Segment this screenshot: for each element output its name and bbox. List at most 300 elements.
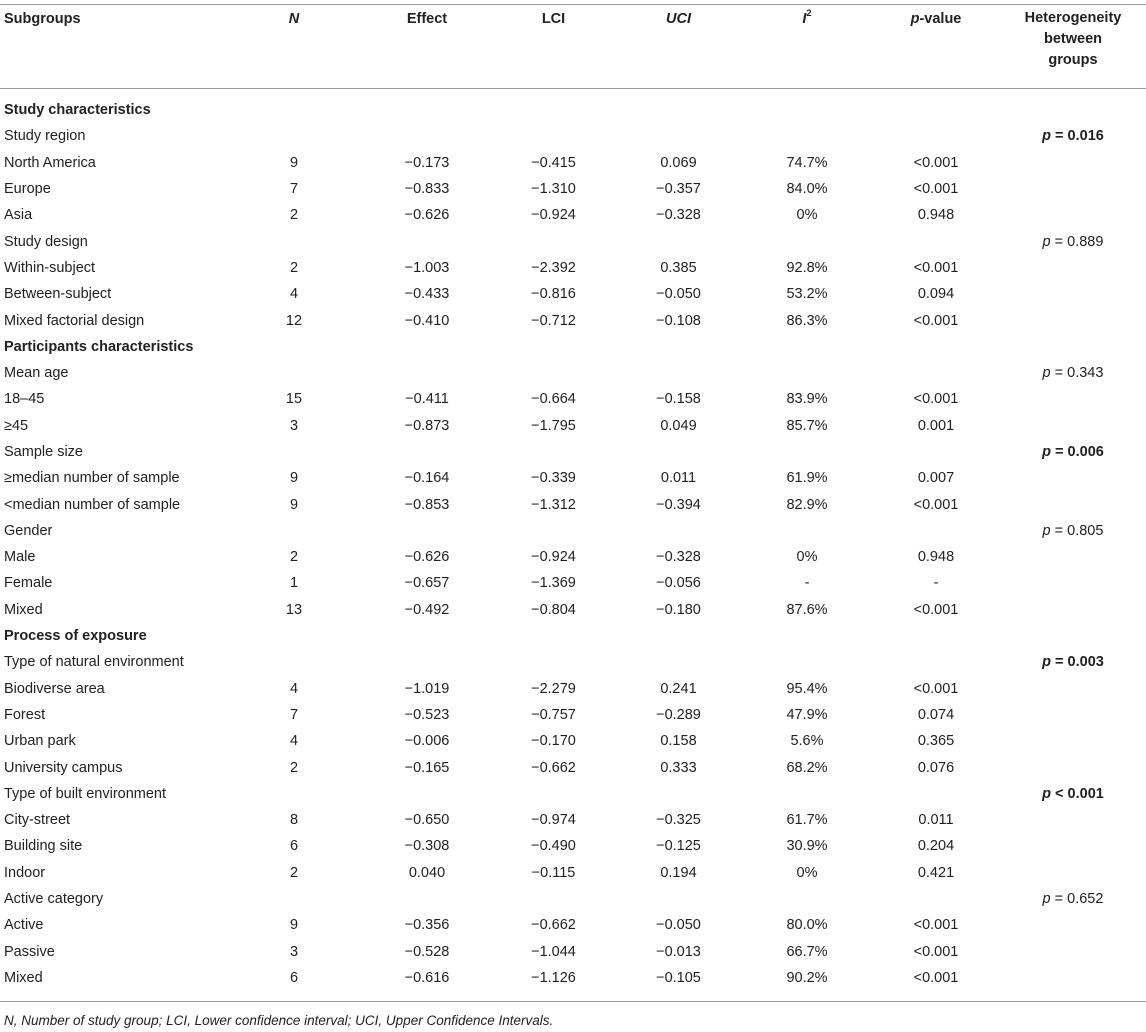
cell-effect bbox=[362, 334, 492, 360]
cell-n: 2 bbox=[289, 549, 299, 566]
cell-n: 13 bbox=[285, 601, 303, 618]
cell-n: 9 bbox=[289, 470, 299, 487]
cell-heterogeneity: p = 0.652 bbox=[1042, 891, 1104, 908]
cell-heterogeneity bbox=[1000, 255, 1146, 281]
cell-uci: 0.011 bbox=[660, 470, 697, 487]
header-n: N bbox=[288, 11, 300, 27]
cell-n: 2 bbox=[289, 259, 299, 276]
cell-lci: −0.662 bbox=[531, 917, 576, 934]
cell-effect bbox=[362, 439, 492, 465]
cell-subgroup: Type of built environment bbox=[4, 785, 167, 802]
cell-lci: −0.490 bbox=[531, 838, 576, 855]
cell-n: 12 bbox=[285, 312, 303, 329]
cell-subgroup: Study characteristics bbox=[4, 102, 151, 119]
cell-n: 9 bbox=[289, 917, 299, 934]
cell-heterogeneity bbox=[1000, 860, 1146, 886]
cell-p-value bbox=[872, 360, 1000, 386]
cell-subgroup: ≥median number of sample bbox=[4, 470, 180, 487]
cell-uci: −0.050 bbox=[656, 286, 701, 303]
table-body bbox=[0, 97, 1146, 991]
cell-p-value: <0.001 bbox=[913, 312, 959, 329]
cell-n: 4 bbox=[289, 286, 299, 303]
cell-subgroup: Female bbox=[4, 575, 53, 592]
cell-subgroup: Process of exposure bbox=[4, 628, 147, 645]
cell-uci bbox=[615, 439, 742, 465]
cell-effect: −0.833 bbox=[404, 181, 450, 198]
cell-p-value bbox=[872, 649, 1000, 675]
cell-effect: −0.873 bbox=[404, 417, 450, 434]
cell-p-value: <0.001 bbox=[913, 496, 959, 513]
cell-heterogeneity bbox=[1000, 413, 1146, 439]
cell-n bbox=[232, 518, 362, 544]
table-row bbox=[0, 860, 1146, 886]
cell-uci: −0.180 bbox=[656, 601, 701, 618]
cell-lci bbox=[492, 518, 615, 544]
cell-effect bbox=[362, 649, 492, 675]
cell-lci: −0.170 bbox=[531, 733, 576, 750]
cell-subgroup: Active category bbox=[4, 891, 104, 908]
cell-uci: 0.194 bbox=[660, 864, 697, 881]
header-rule bbox=[0, 88, 1146, 89]
cell-lci bbox=[492, 360, 615, 386]
cell-heterogeneity bbox=[1000, 202, 1146, 228]
cell-i-squared: 92.8% bbox=[786, 259, 828, 276]
cell-effect: −0.528 bbox=[404, 943, 450, 960]
cell-uci bbox=[615, 886, 742, 912]
cell-p-value: 0.001 bbox=[917, 417, 955, 434]
cell-p-value: 0.011 bbox=[918, 812, 954, 829]
cell-heterogeneity: p = 0.003 bbox=[1042, 654, 1104, 671]
cell-lci bbox=[492, 886, 615, 912]
cell-uci: 0.333 bbox=[660, 759, 697, 776]
group-row bbox=[0, 228, 1146, 254]
cell-subgroup: Urban park bbox=[4, 733, 76, 750]
cell-heterogeneity bbox=[1000, 939, 1146, 965]
cell-p-value: 0.948 bbox=[917, 207, 955, 224]
cell-subgroup: Europe bbox=[4, 181, 51, 198]
cell-heterogeneity: p = 0.016 bbox=[1042, 128, 1104, 145]
cell-effect bbox=[362, 97, 492, 123]
cell-p-value: 0.007 bbox=[917, 470, 955, 487]
cell-lci: −0.924 bbox=[531, 207, 576, 224]
cell-heterogeneity bbox=[1000, 702, 1146, 728]
table-row bbox=[0, 413, 1146, 439]
cell-lci: −0.664 bbox=[531, 391, 576, 408]
table-row bbox=[0, 255, 1146, 281]
cell-uci: −0.357 bbox=[656, 181, 701, 198]
cell-effect: −0.411 bbox=[405, 391, 449, 408]
cell-effect: −0.616 bbox=[404, 969, 450, 986]
cell-lci: −0.662 bbox=[531, 759, 576, 776]
table-row bbox=[0, 570, 1146, 596]
cell-uci: −0.105 bbox=[656, 969, 701, 986]
cell-subgroup: Gender bbox=[4, 522, 53, 539]
cell-p-value: - bbox=[933, 575, 939, 592]
cell-p-value: <0.001 bbox=[913, 154, 959, 171]
header-heterogeneity: Heterogeneity between groups bbox=[1024, 10, 1122, 68]
cell-i-squared: 61.9% bbox=[786, 470, 828, 487]
cell-heterogeneity bbox=[1000, 97, 1146, 123]
cell-uci bbox=[615, 334, 742, 360]
cell-lci: −0.816 bbox=[531, 286, 576, 303]
cell-subgroup: Mixed bbox=[4, 969, 43, 986]
cell-uci bbox=[615, 649, 742, 675]
cell-i-squared: 68.2% bbox=[786, 759, 828, 776]
cell-n: 1 bbox=[289, 575, 299, 592]
cell-uci bbox=[615, 518, 742, 544]
cell-lci bbox=[492, 228, 615, 254]
cell-n: 8 bbox=[289, 812, 299, 829]
cell-heterogeneity bbox=[1000, 150, 1146, 176]
cell-n: 7 bbox=[289, 706, 299, 723]
cell-uci bbox=[615, 623, 742, 649]
cell-n: 2 bbox=[289, 864, 299, 881]
cell-uci: 0.069 bbox=[660, 154, 697, 171]
table-footnote: N, Number of study group; LCI, Lower confidence interval; UCI, Upper Confidence Intervals. bbox=[4, 1013, 554, 1028]
cell-p-value bbox=[872, 334, 1000, 360]
cell-effect bbox=[362, 623, 492, 649]
cell-heterogeneity: p = 0.006 bbox=[1042, 444, 1104, 460]
cell-i-squared: 82.9% bbox=[786, 496, 828, 513]
cell-lci: −1.369 bbox=[531, 575, 576, 592]
cell-effect: −0.164 bbox=[404, 470, 450, 487]
header-effect: Effect bbox=[406, 11, 448, 27]
cell-subgroup: Building site bbox=[4, 838, 83, 855]
cell-i-squared bbox=[742, 649, 872, 675]
cell-p-value bbox=[872, 123, 1000, 149]
cell-heterogeneity bbox=[1000, 281, 1146, 307]
section-row bbox=[0, 623, 1146, 649]
table-header bbox=[0, 8, 1146, 71]
table-row bbox=[0, 807, 1146, 833]
cell-subgroup: Biodiverse area bbox=[4, 680, 105, 697]
cell-lci: −0.924 bbox=[531, 549, 576, 566]
cell-lci bbox=[492, 123, 615, 149]
cell-heterogeneity bbox=[1000, 965, 1146, 991]
cell-n: 2 bbox=[289, 207, 299, 224]
table-row bbox=[0, 491, 1146, 517]
cell-i-squared: 61.7% bbox=[786, 812, 828, 829]
cell-n bbox=[232, 334, 362, 360]
cell-heterogeneity bbox=[1000, 307, 1146, 333]
cell-subgroup: Asia bbox=[4, 207, 33, 224]
group-row bbox=[0, 886, 1146, 912]
cell-uci: −0.328 bbox=[656, 207, 701, 224]
cell-uci bbox=[615, 123, 742, 149]
cell-subgroup: Sample size bbox=[4, 444, 83, 460]
table-row bbox=[0, 833, 1146, 859]
cell-i-squared: 5.6% bbox=[790, 733, 824, 750]
header-p-value: p-value bbox=[910, 11, 962, 27]
cell-effect: −0.626 bbox=[404, 207, 450, 224]
cell-i-squared: 86.3% bbox=[786, 312, 828, 329]
table-row bbox=[0, 307, 1146, 333]
cell-i-squared bbox=[742, 623, 872, 649]
cell-heterogeneity bbox=[1000, 623, 1146, 649]
cell-lci: −0.974 bbox=[531, 812, 576, 829]
cell-effect: 0.040 bbox=[408, 864, 446, 881]
cell-subgroup: Study region bbox=[4, 128, 86, 145]
cell-i-squared bbox=[742, 360, 872, 386]
cell-heterogeneity bbox=[1000, 570, 1146, 596]
cell-n bbox=[232, 623, 362, 649]
cell-uci: 0.158 bbox=[660, 733, 697, 750]
cell-n bbox=[232, 360, 362, 386]
cell-effect: −0.165 bbox=[404, 759, 450, 776]
cell-subgroup: Participants characteristics bbox=[4, 338, 194, 355]
cell-i-squared: 74.7% bbox=[786, 154, 828, 171]
cell-heterogeneity bbox=[1000, 807, 1146, 833]
cell-effect: −0.410 bbox=[404, 312, 450, 329]
cell-lci bbox=[492, 97, 615, 123]
cell-effect bbox=[362, 518, 492, 544]
cell-lci bbox=[492, 649, 615, 675]
cell-uci bbox=[615, 781, 742, 807]
cell-lci: −1.795 bbox=[531, 417, 576, 434]
cell-i-squared: 0% bbox=[796, 207, 818, 224]
cell-subgroup: Male bbox=[4, 549, 36, 566]
cell-effect: −0.523 bbox=[404, 706, 450, 723]
cell-n: 4 bbox=[289, 680, 299, 697]
cell-effect bbox=[362, 360, 492, 386]
cell-uci bbox=[615, 228, 742, 254]
group-row bbox=[0, 123, 1146, 149]
cell-p-value bbox=[872, 781, 1000, 807]
group-row bbox=[0, 781, 1146, 807]
table-row bbox=[0, 202, 1146, 228]
cell-subgroup: Mean age bbox=[4, 365, 69, 382]
table-row bbox=[0, 676, 1146, 702]
cell-subgroup: Active bbox=[4, 917, 44, 934]
cell-heterogeneity: p = 0.805 bbox=[1042, 522, 1104, 539]
cell-i-squared: 83.9% bbox=[786, 391, 828, 408]
cell-effect bbox=[362, 886, 492, 912]
header-uci: UCI bbox=[666, 11, 691, 27]
cell-i-squared bbox=[742, 439, 872, 465]
group-row bbox=[0, 518, 1146, 544]
cell-heterogeneity bbox=[1000, 491, 1146, 517]
cell-heterogeneity bbox=[1000, 833, 1146, 859]
cell-lci: −1.126 bbox=[531, 969, 576, 986]
cell-uci: −0.328 bbox=[656, 549, 701, 566]
cell-effect: −0.626 bbox=[404, 549, 450, 566]
cell-subgroup: University campus bbox=[4, 759, 123, 776]
cell-n bbox=[232, 649, 362, 675]
cell-subgroup: Within-subject bbox=[4, 259, 96, 276]
cell-uci: −0.158 bbox=[656, 391, 701, 408]
cell-heterogeneity: p = 0.343 bbox=[1042, 365, 1104, 382]
cell-i-squared: 90.2% bbox=[786, 969, 828, 986]
table-row bbox=[0, 176, 1146, 202]
cell-uci: −0.325 bbox=[656, 812, 701, 829]
cell-i-squared bbox=[742, 97, 872, 123]
cell-p-value: <0.001 bbox=[913, 943, 959, 960]
cell-uci: −0.056 bbox=[656, 575, 701, 592]
table-row bbox=[0, 754, 1146, 780]
cell-p-value: 0.365 bbox=[917, 733, 955, 750]
cell-i-squared: 30.9% bbox=[786, 838, 828, 855]
cell-subgroup: ≥45 bbox=[4, 417, 29, 434]
cell-lci bbox=[492, 623, 615, 649]
cell-i-squared bbox=[742, 886, 872, 912]
cell-uci: −0.289 bbox=[656, 706, 701, 723]
cell-p-value: <0.001 bbox=[913, 259, 959, 276]
cell-lci: −0.804 bbox=[531, 601, 576, 618]
header-lci: LCI bbox=[541, 11, 566, 27]
cell-subgroup: North America bbox=[4, 154, 96, 171]
cell-effect: −1.019 bbox=[404, 680, 450, 697]
cell-subgroup: City-street bbox=[4, 812, 71, 829]
cell-p-value bbox=[872, 97, 1000, 123]
cell-subgroup: Mixed factorial design bbox=[4, 312, 145, 329]
cell-uci: 0.241 bbox=[660, 680, 697, 697]
cell-heterogeneity bbox=[1000, 334, 1146, 360]
cell-effect bbox=[362, 781, 492, 807]
cell-heterogeneity bbox=[1000, 176, 1146, 202]
cell-uci: 0.385 bbox=[660, 259, 697, 276]
cell-lci: −0.339 bbox=[531, 470, 576, 487]
cell-lci: −2.279 bbox=[531, 680, 576, 697]
cell-p-value: 0.204 bbox=[917, 838, 955, 855]
cell-i-squared: 87.6% bbox=[786, 601, 828, 618]
cell-i-squared: 84.0% bbox=[786, 181, 828, 198]
cell-uci: −0.108 bbox=[656, 312, 701, 329]
cell-uci: −0.013 bbox=[656, 943, 701, 960]
cell-n: 3 bbox=[289, 943, 299, 960]
header-i-squared: $I^2$ bbox=[802, 8, 812, 27]
cell-lci: −0.415 bbox=[531, 154, 576, 171]
cell-p-value: 0.421 bbox=[917, 864, 955, 881]
cell-n bbox=[232, 123, 362, 149]
cell-subgroup: Forest bbox=[4, 706, 46, 723]
cell-i-squared: 0% bbox=[796, 549, 818, 566]
cell-p-value: <0.001 bbox=[913, 917, 959, 934]
cell-p-value: <0.001 bbox=[913, 391, 959, 408]
header-subgroups: Subgroups bbox=[4, 11, 81, 27]
cell-i-squared: - bbox=[804, 575, 810, 592]
cell-n: 9 bbox=[289, 496, 299, 513]
cell-effect: −0.492 bbox=[404, 601, 450, 618]
table-row bbox=[0, 702, 1146, 728]
cell-n bbox=[232, 781, 362, 807]
cell-n: 4 bbox=[289, 733, 299, 750]
cell-uci: −0.050 bbox=[656, 917, 701, 934]
cell-p-value: 0.074 bbox=[917, 706, 955, 723]
cell-effect: −0.853 bbox=[404, 496, 450, 513]
cell-subgroup: Passive bbox=[4, 943, 55, 960]
cell-i-squared: 85.7% bbox=[786, 417, 828, 434]
cell-n bbox=[232, 97, 362, 123]
cell-p-value: 0.948 bbox=[917, 549, 955, 566]
cell-effect: −0.650 bbox=[404, 812, 450, 829]
cell-uci: 0.049 bbox=[660, 417, 697, 434]
cell-effect: −1.003 bbox=[404, 259, 450, 276]
cell-heterogeneity bbox=[1000, 597, 1146, 623]
table-row bbox=[0, 281, 1146, 307]
cell-effect bbox=[362, 228, 492, 254]
cell-uci bbox=[615, 97, 742, 123]
cell-i-squared bbox=[742, 228, 872, 254]
table-row bbox=[0, 965, 1146, 991]
cell-p-value bbox=[872, 623, 1000, 649]
cell-heterogeneity bbox=[1000, 465, 1146, 491]
group-row bbox=[0, 649, 1146, 675]
section-row bbox=[0, 97, 1146, 123]
cell-p-value bbox=[872, 439, 1000, 465]
cell-lci: −1.044 bbox=[531, 943, 576, 960]
cell-heterogeneity bbox=[1000, 728, 1146, 754]
table-row bbox=[0, 912, 1146, 938]
table-row bbox=[0, 597, 1146, 623]
cell-i-squared bbox=[742, 123, 872, 149]
cell-n: 3 bbox=[289, 417, 299, 434]
cell-lci: −0.712 bbox=[531, 312, 576, 329]
cell-n bbox=[232, 228, 362, 254]
cell-p-value: <0.001 bbox=[913, 181, 959, 198]
group-row bbox=[0, 360, 1146, 386]
cell-effect: −0.308 bbox=[404, 838, 450, 855]
cell-p-value: <0.001 bbox=[913, 680, 959, 697]
cell-subgroup: Type of natural environment bbox=[4, 654, 184, 671]
cell-heterogeneity bbox=[1000, 676, 1146, 702]
top-rule bbox=[0, 4, 1146, 5]
cell-n bbox=[232, 439, 362, 465]
table-row bbox=[0, 386, 1146, 412]
cell-p-value: 0.076 bbox=[917, 759, 955, 776]
cell-heterogeneity bbox=[1000, 386, 1146, 412]
cell-n bbox=[232, 886, 362, 912]
cell-lci: −2.392 bbox=[531, 259, 576, 276]
cell-heterogeneity: p = 0.889 bbox=[1042, 233, 1104, 250]
cell-heterogeneity bbox=[1000, 754, 1146, 780]
cell-heterogeneity bbox=[1000, 912, 1146, 938]
table-row bbox=[0, 150, 1146, 176]
table-row bbox=[0, 465, 1146, 491]
cell-i-squared bbox=[742, 781, 872, 807]
cell-lci: −0.115 bbox=[531, 864, 576, 881]
cell-subgroup: Mixed bbox=[4, 601, 43, 618]
group-row bbox=[0, 439, 1146, 465]
cell-effect bbox=[362, 123, 492, 149]
cell-p-value bbox=[872, 886, 1000, 912]
cell-subgroup: Between-subject bbox=[4, 286, 112, 303]
cell-subgroup: Study design bbox=[4, 233, 88, 250]
cell-lci: −1.312 bbox=[531, 496, 576, 513]
cell-i-squared: 66.7% bbox=[786, 943, 828, 960]
section-row bbox=[0, 334, 1146, 360]
cell-effect: −0.657 bbox=[404, 575, 450, 592]
cell-effect: −0.173 bbox=[404, 154, 450, 171]
cell-lci bbox=[492, 439, 615, 465]
cell-i-squared: 80.0% bbox=[786, 917, 828, 934]
cell-lci bbox=[492, 781, 615, 807]
cell-effect: −0.006 bbox=[404, 733, 450, 750]
cell-i-squared bbox=[742, 518, 872, 544]
cell-n: 15 bbox=[285, 391, 303, 408]
cell-effect: −0.356 bbox=[404, 917, 450, 934]
cell-i-squared: 53.2% bbox=[786, 286, 828, 303]
cell-subgroup: Indoor bbox=[4, 864, 46, 881]
cell-uci: −0.125 bbox=[656, 838, 701, 855]
table-row bbox=[0, 939, 1146, 965]
cell-subgroup: 18–45 bbox=[4, 391, 45, 408]
cell-p-value bbox=[872, 228, 1000, 254]
table-row bbox=[0, 544, 1146, 570]
cell-uci bbox=[615, 360, 742, 386]
bottom-rule bbox=[0, 1001, 1146, 1002]
cell-i-squared bbox=[742, 334, 872, 360]
cell-p-value: <0.001 bbox=[913, 601, 959, 618]
